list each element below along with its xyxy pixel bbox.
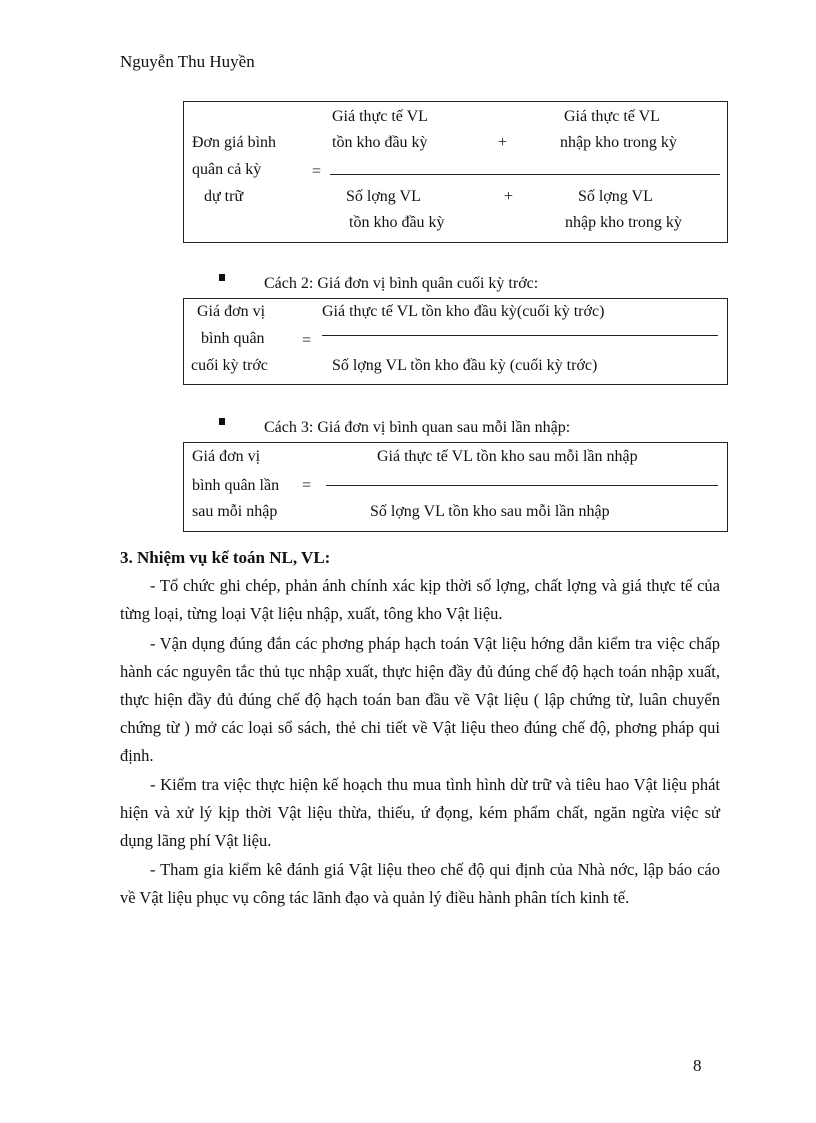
method2-numerator: Giá thực tế VL tồn kho đầu kỳ(cuối kỳ trớc) bbox=[322, 303, 605, 320]
method2-left-line-2: bình quân bbox=[201, 330, 265, 347]
formula1-num-a-line-1: Giá thực tế VL bbox=[332, 108, 428, 125]
formula-box-method2 bbox=[183, 298, 728, 385]
paragraph: - Tham gia kiểm kê đánh giá Vật liệu theo chế độ qui định của Nhà nớc, lập báo cáo về Vật liệu phục vụ công tác lãnh đạo và quản lý điều hành phân tích kinh tế. bbox=[120, 860, 720, 907]
formula1-fraction-bar bbox=[330, 174, 720, 175]
header-author: Nguyễn Thu Huyền bbox=[120, 52, 255, 71]
formula1-den-b-line-1: Số lợng VL bbox=[578, 188, 653, 205]
bullet-icon bbox=[219, 274, 225, 281]
bullet-icon bbox=[219, 418, 225, 425]
method2-equals: = bbox=[302, 332, 312, 349]
method3-fraction-bar bbox=[326, 485, 718, 486]
formula1-num-b-line-2: nhập kho trong kỳ bbox=[560, 134, 677, 151]
method2-left-line-3: cuối kỳ trớc bbox=[191, 357, 268, 374]
formula1-num-plus: + bbox=[498, 134, 508, 151]
method3-equals: = bbox=[302, 477, 312, 494]
formula1-num-a-line-2: tồn kho đầu kỳ bbox=[332, 134, 428, 151]
formula-box-method3 bbox=[183, 442, 728, 532]
section-heading: 3. Nhiệm vụ kế toán NL, VL: bbox=[120, 548, 331, 567]
method3-numerator: Giá thực tế VL tồn kho sau mỗi lần nhập bbox=[377, 448, 638, 465]
method2-fraction-bar bbox=[322, 335, 718, 336]
paragraph: - Kiểm tra việc thực hiện kế hoạch thu mua tình hình dừ trữ và tiêu hao Vật liệu phát hiện và xử lý kịp thời Vật liệu thừa, thiếu, ứ đọng, kém phẩm chất, ngăn ngừa việc sử dụng lãng phí Vật liệu. bbox=[120, 775, 720, 850]
method2-caption: Cách 2: Giá đơn vị bình quân cuối kỳ trớc: bbox=[264, 275, 539, 292]
method3-denominator: Số lợng VL tồn kho sau mỗi lần nhập bbox=[370, 503, 610, 520]
formula1-left-line-1: Đơn giá bình bbox=[192, 134, 277, 151]
method2-denominator: Số lợng VL tồn kho đầu kỳ (cuối kỳ trớc) bbox=[332, 357, 598, 374]
method3-left-line-3: sau mỗi nhập bbox=[192, 503, 278, 520]
paragraph: - Vận dụng đúng đắn các phơng pháp hạch toán Vật liệu hớng dẫn kiểm tra việc chấp hành các nguyên tắc thủ tục nhập xuất, thực hiện đầy đủ đúng chế độ hạch toán nhập xuất, thực hiện đầy đủ đúng chế độ hạch toán ban đầu về Vật liệu ( lập chứng từ, luân chuyển chứng từ ) mở các loại sổ sách, thẻ chi tiết về Vật liệu theo đúng chế độ, phơng pháp qui định. bbox=[120, 634, 720, 765]
formula1-den-a-line-1: Số lợng VL bbox=[346, 188, 421, 205]
formula1-den-a-line-2: tồn kho đầu kỳ bbox=[349, 214, 445, 231]
paragraph: - Tổ chức ghi chép, phản ánh chính xác kịp thời số lợng, chất lợng và giá thực tế của từng loại, từng loại Vật liệu nhập, xuất, tông kho Vật liệu. bbox=[120, 576, 720, 623]
formula1-left-line-3: dự trữ bbox=[204, 188, 244, 205]
method3-left-line-2: bình quân lần bbox=[192, 477, 280, 494]
formula1-den-plus: + bbox=[504, 188, 514, 205]
method2-left-line-1: Giá đơn vị bbox=[197, 303, 266, 320]
formula1-left-line-2: quân cả kỳ bbox=[192, 161, 262, 178]
method3-left-line-1: Giá đơn vị bbox=[192, 448, 261, 465]
formula1-den-b-line-2: nhập kho trong kỳ bbox=[565, 214, 682, 231]
formula-box-average bbox=[183, 101, 728, 243]
page-number: 8 bbox=[693, 1056, 702, 1075]
method3-caption: Cách 3: Giá đơn vị bình quan sau mỗi lần nhập: bbox=[264, 419, 571, 436]
formula1-equals: = bbox=[312, 163, 322, 180]
formula1-num-b-line-1: Giá thực tế VL bbox=[564, 108, 660, 125]
